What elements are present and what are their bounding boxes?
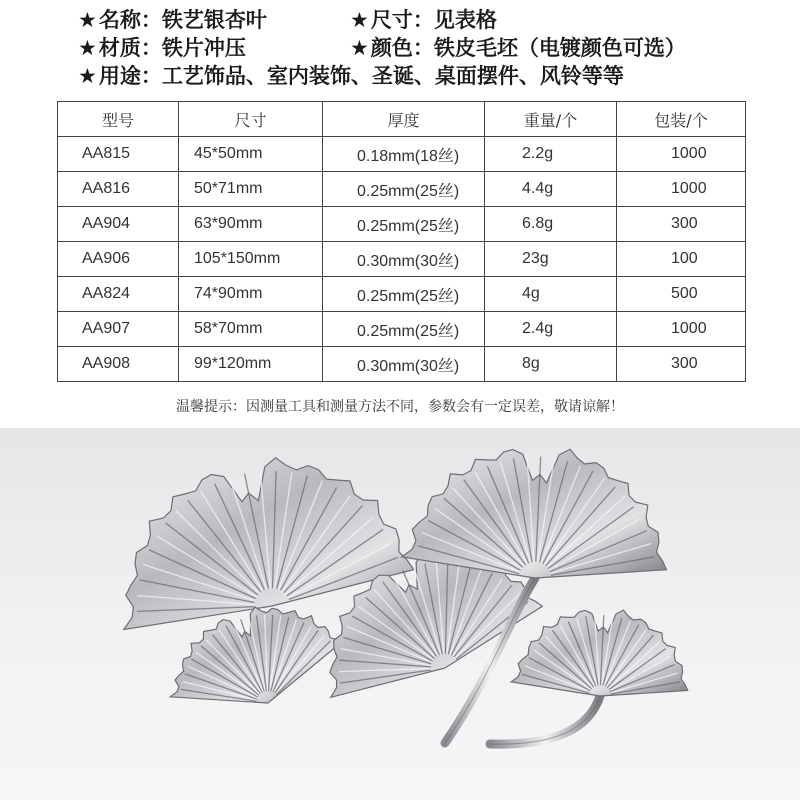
- cell-model: AA908: [58, 347, 179, 382]
- info-value: 铁片冲压: [161, 36, 246, 60]
- cell-size: 105*150mm: [179, 242, 323, 277]
- cell-package: 300: [617, 347, 746, 382]
- header-size: 尺寸: [179, 102, 323, 137]
- star-icon: ★: [78, 64, 97, 88]
- ginkgo-leaf-small-right: [490, 610, 688, 744]
- info-name: [78, 6, 350, 34]
- table-header-row: [58, 102, 746, 137]
- info-value: 工艺饰品、室内装饰、圣诞、桌面摆件、风铃等等: [161, 64, 624, 88]
- table-row: [58, 242, 746, 277]
- cell-package: 300: [617, 207, 746, 242]
- info-value: 铁皮毛坯（电镀颜色可选）: [433, 36, 686, 60]
- info-usage: [78, 62, 624, 90]
- info-color: [350, 34, 686, 62]
- cell-thickness: 0.25mm(25丝): [323, 277, 485, 312]
- cell-thickness: 0.25mm(25丝): [323, 312, 485, 347]
- cell-weight: 2.4g: [485, 312, 617, 347]
- cell-thickness: 0.25mm(25丝): [323, 172, 485, 207]
- table-row: [58, 277, 746, 312]
- cell-package: 1000: [617, 137, 746, 172]
- cell-weight: 2.2g: [485, 137, 617, 172]
- table-row: [58, 347, 746, 382]
- ginkgo-leaf-small-left: [170, 607, 342, 703]
- info-label: 材质：: [98, 36, 162, 60]
- header-weight: 重量/个: [485, 102, 617, 137]
- cell-weight: 6.8g: [485, 207, 617, 242]
- table-row: [58, 207, 746, 242]
- cell-weight: 4g: [485, 277, 617, 312]
- cell-model: AA907: [58, 312, 179, 347]
- cell-weight: 4.4g: [485, 172, 617, 207]
- info-row-1: [78, 6, 778, 34]
- cell-size: 50*71mm: [179, 172, 323, 207]
- spec-table: [57, 101, 746, 382]
- cell-model: AA904: [58, 207, 179, 242]
- info-row-3: [78, 62, 778, 90]
- info-row-2: [78, 34, 778, 62]
- cell-package: 1000: [617, 172, 746, 207]
- header-package: 包装/个: [617, 102, 746, 137]
- cell-model: AA824: [58, 277, 179, 312]
- cell-thickness: 0.30mm(30丝): [323, 347, 485, 382]
- cell-thickness: 0.18mm(18丝): [323, 137, 485, 172]
- info-material: [78, 34, 350, 62]
- cell-size: 74*90mm: [179, 277, 323, 312]
- cell-size: 63*90mm: [179, 207, 323, 242]
- ginkgo-leaves-photo: [0, 428, 800, 800]
- cell-package: 500: [617, 277, 746, 312]
- header-thickness: 厚度: [323, 102, 485, 137]
- product-photo: [0, 428, 800, 800]
- cell-thickness: 0.30mm(30丝): [323, 242, 485, 277]
- info-size: [350, 6, 497, 34]
- cell-size: 58*70mm: [179, 312, 323, 347]
- table-row: [58, 172, 746, 207]
- cell-weight: 23g: [485, 242, 617, 277]
- table-row: [58, 312, 746, 347]
- info-label: 尺寸：: [370, 8, 434, 32]
- table-row: [58, 137, 746, 172]
- cell-size: 45*50mm: [179, 137, 323, 172]
- cell-package: 100: [617, 242, 746, 277]
- cell-size: 99*120mm: [179, 347, 323, 382]
- cell-model: AA816: [58, 172, 179, 207]
- measurement-note: 温馨提示：因测量工具和测量方法不同，参数会有一定误差，敬请谅解！: [176, 399, 624, 415]
- info-label: 名称：: [98, 8, 162, 32]
- star-icon: ★: [350, 36, 369, 60]
- info-value: 见表格: [433, 8, 497, 32]
- star-icon: ★: [78, 36, 97, 60]
- cell-model: AA906: [58, 242, 179, 277]
- product-info: [78, 6, 778, 90]
- cell-thickness: 0.25mm(25丝): [323, 207, 485, 242]
- cell-model: AA815: [58, 137, 179, 172]
- info-value: 铁艺银杏叶: [161, 8, 267, 32]
- info-label: 颜色：: [370, 36, 434, 60]
- info-label: 用途：: [98, 64, 162, 88]
- cell-weight: 8g: [485, 347, 617, 382]
- star-icon: ★: [78, 8, 97, 32]
- cell-package: 1000: [617, 312, 746, 347]
- header-model: 型号: [58, 102, 179, 137]
- star-icon: ★: [350, 8, 369, 32]
